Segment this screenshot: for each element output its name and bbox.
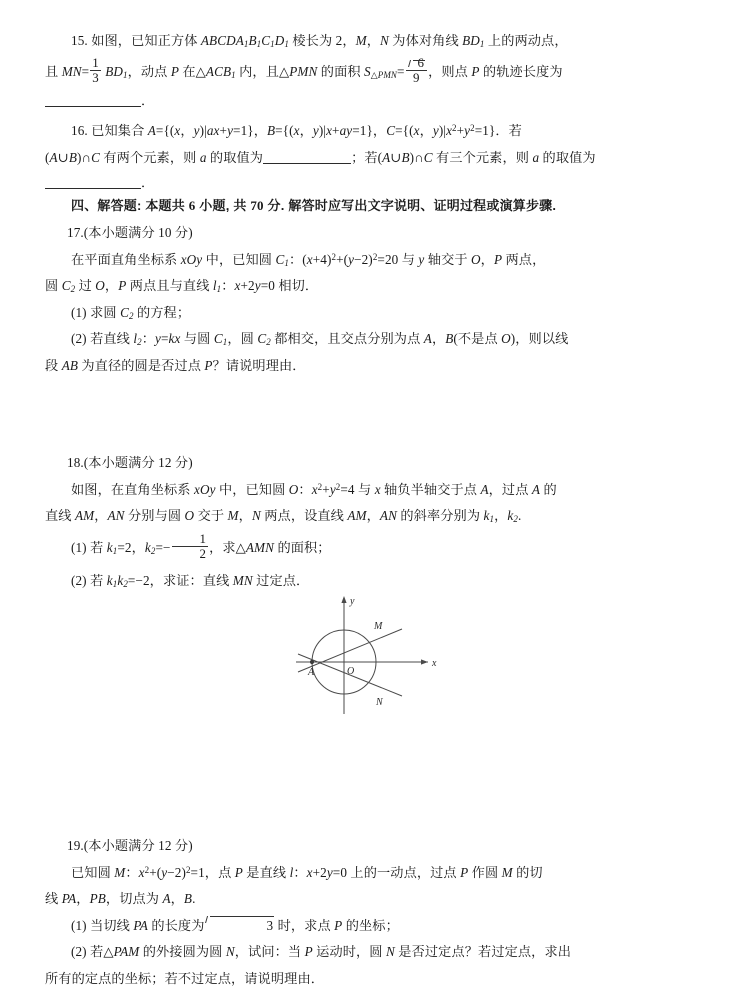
q15-number: 15. <box>71 33 88 48</box>
q17-line-l1: $l_1$ <box>212 278 222 295</box>
union-symbol: ∪ <box>57 149 69 165</box>
q15-text-2b: ，动点 <box>127 63 171 79</box>
q15-text-a: 如图，已知正方体 <box>91 33 201 48</box>
q19-stem-line-1: 已知圆 M：$x^2+(y-2)^2=1$，点 P 是直线 l：x+2y=0 上的一动点，过点 P 作圆 M 的切 <box>71 864 543 880</box>
sqrt-icon-3: 3 <box>205 913 275 940</box>
q19-sub-1: (1) 当切线 PA 的长度为 3 时，求点 P 的坐标； <box>45 913 690 940</box>
y-axis-arrow <box>341 596 346 603</box>
q19-sub-2: (2) 若△PAM 的外接圆为圆 N，试问：当 P 运动时，圆 N 是否过定点？若过定点，求出 <box>71 944 572 959</box>
q19-header <box>45 833 690 860</box>
section-4-total-points: 70 <box>250 198 264 213</box>
q15-bd1: $BD_1$ <box>462 33 485 50</box>
q15-var-p: P <box>170 63 179 79</box>
q15-text-2e: 的面积 <box>317 63 365 79</box>
q15-text-2f: ，则点 <box>428 63 472 79</box>
q15-answer-blank[interactable] <box>45 106 141 107</box>
q15-text-d: 上的两动点， <box>484 33 568 48</box>
q17-sub-2-cont: 段 AB 为直径的圆是否过点 P？请说明理由． <box>45 357 306 373</box>
q19-sub-2-cont: 所有的定点的坐标；若不过定点，请说明理由． <box>45 970 325 986</box>
sqrt-icon: 6 <box>408 56 426 69</box>
q15-var-p2: P <box>471 63 480 79</box>
q15-var-m: M <box>355 33 367 48</box>
q18-sub-1: (1) 若 $k_1=2$，$k_2=-$ $\frac{1}{2}$ ，求△AMN 的面积； <box>71 531 331 561</box>
section-4-question-count: 6 <box>188 198 196 213</box>
q17-header <box>45 220 690 247</box>
q15-eq1: = <box>81 63 90 79</box>
q19-sub1-number: (1) <box>71 917 87 933</box>
q18-stem-line-2: 直线 AM，AN 分别与圆 O 交于 M，N 两点，设直线 AM，AN 的斜率分别为 $k_1$，$k_2$. <box>45 508 522 525</box>
origin-label: O <box>347 666 355 677</box>
q15-text-2c: 在△ <box>178 63 206 79</box>
q15-mn: MN <box>61 63 82 79</box>
q18-sub-2: (2) 若 $k_1k_2=-2$，求证：直线 MN 过定点． <box>71 572 310 589</box>
q16-set-a: A <box>147 123 156 138</box>
q18-number: 18. <box>67 455 84 470</box>
q16-t1: 已知集合 <box>91 123 148 138</box>
q15-text-c: 为体对角线 <box>388 33 463 48</box>
q15-bd1-b: $BD_1$ <box>105 63 128 80</box>
q15-var-n: N <box>380 33 389 48</box>
q15-s-symbol: $S_{\triangle PMN}$ <box>364 63 397 80</box>
q15-line-2 <box>45 55 690 89</box>
q16-answer-line: ． <box>45 171 690 195</box>
q16-t2: ={( <box>155 123 175 138</box>
point-N-label: N <box>376 697 383 708</box>
q15-text-2a: 且 <box>45 63 62 79</box>
q17-circle-c2: $C_2$ <box>61 278 76 295</box>
q18-header <box>45 450 690 477</box>
q19-sub2-number: (2) <box>71 944 87 959</box>
q19-stem-line-2: 线 PA，PB，切点为 A，B. <box>45 891 196 906</box>
section-4-heading-block <box>45 193 690 220</box>
q17-number: 17. <box>67 225 84 240</box>
q16-set-c: C <box>386 123 396 138</box>
q16-line-2: (A∪B)∩C 有两个元素，则 a 的取值为 ；若(A∪B)∩C 有三个元素，则 a 的取值为 <box>45 149 596 165</box>
q17-sub2-number: (2) <box>71 331 87 346</box>
q15-eq2: = <box>396 63 405 79</box>
q17-sub-2: (2) 若直线 $l_2$：y=kx 与圆 $C_1$，圆 $C_2$ 都相交，且交点分别为点 A，B(不是点 O)，则以线 <box>71 331 569 348</box>
q17-stem-line-1: 在平面直角坐标系 xOy 中，已知圆 $C_1$：$(x+4)^2+(y-2)^2=20$ 与 y 轴交于 O，P 两点， <box>71 251 546 268</box>
q15-text-2g: 的轨迹长度为 <box>479 63 563 79</box>
question-17 <box>45 220 690 379</box>
q16-number: 16. <box>71 123 88 138</box>
q17-stem-line-2: 圆 $C_2$ 过 O，P 两点且与直线 $l_1$：x+2y=0 相切． <box>45 278 319 295</box>
section-4-heading: 四、解答题: 本题共 6 小题, 共 70 分. 解答时应写出文字说明、证明过程或演算步骤. <box>71 198 557 213</box>
q17-circle-c1: $C_1$ <box>275 251 289 268</box>
question-16 <box>45 118 690 195</box>
q15-text-b: 棱长为 2， <box>288 33 356 48</box>
section-4-label: 四、解答题 <box>71 198 138 213</box>
q15-cube-label: $ABCDA_1B_1C_1D_1$ <box>200 33 289 50</box>
q16-answer-blank-2[interactable] <box>45 188 141 189</box>
q16-answer-blank-1[interactable] <box>263 163 351 164</box>
q16-line-1: 16. 已知集合 A={(x，y)|ax+y=1}，B={(x，y)|x+ay=1}，C={(x，$y)|x^2+y^2=1$}．若 <box>71 122 522 138</box>
question-19 <box>45 833 690 992</box>
question-15 <box>45 28 690 113</box>
q18-score: (本小题满分 12 分) <box>83 455 193 470</box>
point-A-label: A <box>308 667 315 678</box>
q17-sub-1: (1) 求圆 $C_2$ 的方程； <box>71 304 191 321</box>
point-M-label: M <box>374 621 383 632</box>
q15-line-1 <box>45 28 690 55</box>
q19-score: (本小题满分 12 分) <box>83 838 193 853</box>
q15-text-2d: 内，且△ <box>235 63 290 79</box>
q18-sub1-number: (1) <box>71 539 87 555</box>
q18-fraction-one-half: $\frac{1}{2}$ <box>172 532 209 560</box>
q19-number: 19. <box>67 838 84 853</box>
q15-pmn: PMN <box>289 63 318 79</box>
q17-sub1-number: (1) <box>71 304 87 320</box>
y-axis-label: y <box>350 596 355 607</box>
q18-stem-line-1: 如图，在直角坐标系 xOy 中，已知圆 O：$x^2+y^2=4$ 与 x 轴负半轴交于点 A，过点 A 的 <box>71 481 557 497</box>
q15-comma1: ， <box>366 33 380 48</box>
q16-set-b: B <box>266 123 276 138</box>
x-axis-arrow <box>421 659 428 664</box>
q15-fraction-one-third: $\frac{1}{3}$ <box>92 55 99 85</box>
q15-period: ． <box>141 92 155 108</box>
q15-answer-line <box>45 89 690 113</box>
q18-figure <box>288 588 464 720</box>
point-A-marker <box>310 660 314 664</box>
q17-score: (本小题满分 10 分) <box>83 225 193 240</box>
q18-sub2-number: (2) <box>71 572 87 588</box>
q15-fraction-sqrt6-over-9: $\frac{6}{9}$ <box>406 56 428 84</box>
x-axis-label: x <box>432 658 437 669</box>
question-18 <box>45 450 690 596</box>
q15-acb1: $ACB_1$ <box>205 63 236 80</box>
